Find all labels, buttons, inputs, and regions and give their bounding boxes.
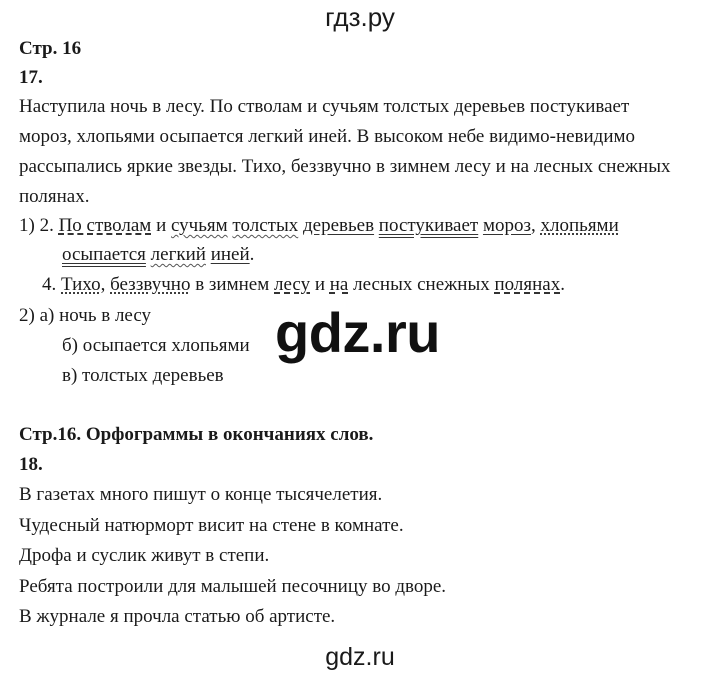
underlined-word: мороз	[482, 215, 531, 236]
text-line: мороз, хлопьями осыпается легкий иней. В высоком небе видимо-невидимо	[19, 126, 636, 147]
underlined-word: толстых	[232, 215, 299, 236]
item-2c: в) толстых деревьев	[62, 365, 224, 386]
underlined-word: лесу	[274, 274, 311, 295]
punctuation: ,	[531, 215, 536, 236]
underlined-word: иней	[210, 244, 250, 265]
item-prefix: 4.	[42, 274, 57, 295]
sentence-line: В журнале я прочла статью об артисте.	[19, 606, 336, 627]
item-prefix: 1) 2.	[19, 215, 54, 236]
plain-word: в зимнем	[195, 274, 270, 295]
sentence-line: Дрофа и суслик живут в степи.	[19, 545, 270, 566]
underlined-word: Тихо	[61, 274, 101, 295]
plain-word: и	[156, 215, 167, 236]
punctuation: .	[249, 244, 255, 265]
plain-word: лесных снежных	[353, 274, 490, 295]
underlined-word: постукивает	[378, 215, 479, 236]
item-2a: 2) а) ночь в лесу	[19, 305, 152, 326]
punctuation: ,	[100, 274, 106, 295]
watermark-middle: gdz.ru	[275, 301, 440, 364]
text-line: рассыпались яркие звезды. Тихо, беззвучно в зимнем лесу и на лесных снежных	[19, 156, 671, 177]
sentence-line: Чудесный натюрморт висит на стене в комнате.	[19, 514, 404, 536]
underlined-word: на	[329, 274, 349, 295]
text-line: Наступила ночь в лесу. По стволам и сучьям толстых деревьев постукивает	[19, 96, 630, 117]
analysis-line-1	[19, 215, 619, 237]
underlined-word: деревьев	[302, 215, 375, 236]
watermark-top: гдз.ру	[325, 2, 395, 32]
task-number-17: 17.	[19, 67, 43, 88]
watermark-bottom: gdz.ru	[325, 643, 395, 671]
underlined-word: полянах	[494, 274, 561, 295]
underlined-word: сучьям	[171, 215, 228, 236]
page-label: Стр. 16	[19, 38, 82, 59]
sentence-line: В газетах много пишут о конце тысячелетия.	[19, 484, 383, 505]
item-2b: б) осыпается хлопьями	[62, 335, 250, 356]
underlined-word: хлопьями	[540, 215, 619, 236]
underlined-word: легкий	[150, 244, 206, 265]
task-number-18: 18.	[19, 454, 43, 475]
plain-word: и	[314, 274, 325, 295]
analysis-line-4	[42, 274, 565, 296]
task-17-text	[19, 92, 670, 212]
underlined-word: осыпается	[62, 244, 146, 265]
analysis-line-2	[62, 244, 254, 266]
underlined-word: беззвучно	[110, 274, 191, 295]
punctuation: .	[560, 274, 565, 295]
task-18-text	[19, 480, 446, 633]
sentence-line: Ребята построили для малышей песочницу во дворе.	[19, 575, 447, 597]
text-line: полянах.	[19, 186, 90, 207]
underlined-word: По стволам	[58, 215, 152, 236]
section-heading: Стр.16. Орфограммы в окончаниях слов.	[19, 424, 374, 445]
